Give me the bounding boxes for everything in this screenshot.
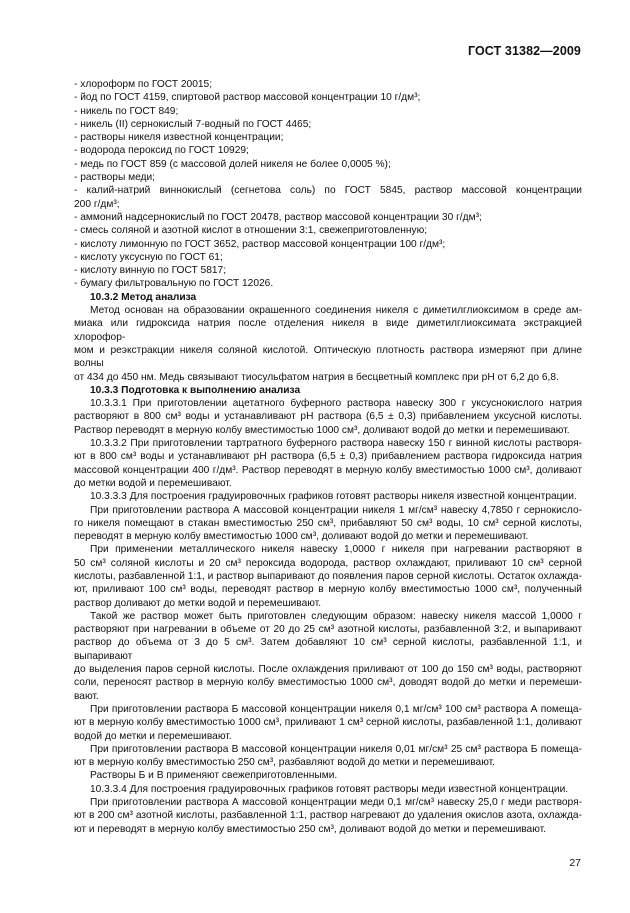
text-line: ют и переводят в мерную колбу вместимостью 250 см³, доливают водой до метки и перемешивают. [74,823,547,835]
text-line: массовой концентрации 400 г/дм³. Раствор переводят в мерную колбу вместимостью 1000 см³, доливают [74,464,582,476]
text-line: водой до метки и перемешивают. [74,730,232,742]
text-line: При приготовлении раствора А массовой концентрации меди 0,1 мг/см³ навеску 25,0 г меди растворя- [90,797,582,809]
page-number: 27 [569,857,581,869]
document-body [74,78,582,836]
text-line: раствор доливают до метки водой и перемешивают. [74,597,322,609]
text-line: ют в 800 см³ воды и устанавливают pH раствора (6,5 ± 0,3) прибавлением раствора гидроксида натрия [74,451,582,463]
text-line: При приготовлении раствора А массовой концентрации никеля 1 мг/см³ навеску 4,7850 г сернокисло- [90,504,582,516]
text-line: 200 г/дм³; [74,198,120,210]
text-line: растворяют в 800 см³ воды и устанавливают pH раствора (6,5 ± 0,3) прибавлением уксусной кислоты. [74,411,582,423]
text-line: 50 см³ соляной кислоты и 20 см³ пероксида водорода, раствор охлаждают, приливают 10 см³ серной [74,557,582,569]
text-line: до выделения паров серной кислоты. После охлаждения приливают от 100 до 150 см³ воды, растворяют [74,664,582,676]
text-line: Метод основан на образовании окрашенного соединения никеля с диметилглиоксимом в среде ам- [90,305,582,317]
text-line: от 434 до 450 нм. Медь связывают тиосульфатом натрия в бесцветный комплекс при pH от 6,2 до 6,8. [74,371,559,383]
text-line: - медь по ГОСТ 859 (с массовой долей никеля не более 0,0005 %); [74,158,391,170]
text-line: Раствор переводят в мерную колбу вместимостью 1000 см³, доливают водой до метки и перемешивают. [74,424,570,436]
document-standard-number: ГОСТ 31382—2009 [467,44,581,58]
text-line: - никель по ГОСТ 849; [74,105,179,117]
text-line: ют в мерную колбу вместимостью 1000 см³, приливают 1 см³ серной кислоты, разбавленной 1:1, доливают [74,717,582,729]
text-line: го никеля помещают в стакан вместимостью 250 см³, прибавляют 50 см³ воды, 10 см³ серной кислоты, [74,517,582,529]
text-line: до метки водой и перемешивают. [74,477,232,489]
text-line: 10.3.3.3 Для построения градуировочных графиков готовят растворы никеля известной концентрации. [90,491,577,503]
text-line: - кислоту винную по ГОСТ 5817; [74,265,227,277]
text-line: мом и реэкстракции никеля соляной кислотой. Оптическую плотность раствора измеряют при длине волны [74,344,582,370]
text-line: Растворы Б и В применяют свежеприготовленными. [90,770,338,782]
text-line: Такой же раствор может быть приготовлен следующим образом: навеску никеля массой 1,0000 г [90,610,582,622]
text-line: ют, приливают 100 см³ воды, переводят раствор в мерную колбу вместимостью 1000 см³, полученный [74,584,582,596]
text-line: растворяют при нагревании в объеме от 20 до 25 см³ азотной кислоты, разбавленной 3:2, и выпаривают [74,624,582,636]
text-line: При приготовлении раствора В массовой концентрации никеля 0,01 мг/см³ 25 см³ раствора Б помеща- [90,743,582,755]
text-line: 10.3.3.4 Для построения градуировочных графиков готовят растворы меди известной концентрации. [90,783,569,795]
text-line: - кислоту лимонную по ГОСТ 3652, раствор массовой концентрации 100 г/дм³; [74,238,446,250]
text-line: - бумагу фильтровальную по ГОСТ 12026. [74,278,274,290]
text-line: 10.3.3.2 При приготовлении тартратного буферного раствора навеску 150 г винной кислоты растворя- [90,438,582,450]
text-line: миака или гидроксида натрия после отделения никеля в виде диметилглиоксимата экстракцией хлорофор- [74,318,582,343]
text-line: ют в мерную колбу вместимостью 250 см³, разбавляют водой до метки и перемешивают. [74,757,495,769]
text-line: - водорода пероксид по ГОСТ 10929; [74,145,249,157]
text-line: - калий-натрий виннокислый (сегнетова соль) по ГОСТ 5845, раствор массовой концентрации [74,185,582,197]
text-line: - кислоту уксусную по ГОСТ 61; [74,251,223,263]
section-heading: 10.3.3 Подготовка к выполнению анализа [90,384,301,396]
text-line: - аммоний надсернокислый по ГОСТ 20478, раствор массовой концентрации 30 г/дм³; [74,211,482,223]
text-line: раствор до объема от 3 до 5 см³. Затем добавляют 10 см³ серной кислоты, разбавленной 1:1, и выпаривают [74,637,582,662]
text-line: вают. [74,690,99,702]
text-line: При применении металлического никеля навеску 1,0000 г никеля при нагревании растворяют в [90,544,582,556]
text-line: - йод по ГОСТ 4159, спиртовой раствор массовой концентрации 10 г/дм³; [74,92,421,104]
text-line: ют в 200 см³ азотной кислоты, разбавленной 1:1, раствор нагревают до удаления окислов азота, охлажда- [74,810,582,822]
text-line: - хлороформ по ГОСТ 20015; [74,79,213,90]
text-line: - никель (II) сернокислый 7-водный по ГОСТ 4465; [74,118,312,130]
text-line: 10.3.3.1 При приготовлении ацетатного буферного раствора навеску 300 г уксуснокислого натрия [90,398,582,410]
text-line: соли, переносят раствор в мерную колбу вместимостью 1000 см³, доводят водой до метки и перемеши- [74,677,582,689]
text-line: При приготовлении раствора Б массовой концентрации никеля 0,1 мг/см³ 100 см³ раствора А помеща- [90,703,582,715]
text-line: переводят в мерную колбу вместимостью 1000 см³, доливают водой до метки и перемешивают. [74,531,529,543]
text-line: - растворы меди; [74,172,156,184]
section-heading: 10.3.2 Метод анализа [90,291,197,303]
text-line: - смесь соляной и азотной кислот в отношении 3:1, свежеприготовленную; [74,225,428,237]
text-line: кислоты, разбавленной 1:1, и раствор выпаривают до появления паров серной кислоты. Остаток охлажда- [74,570,582,582]
text-line: - растворы никеля известной концентрации; [74,132,284,144]
